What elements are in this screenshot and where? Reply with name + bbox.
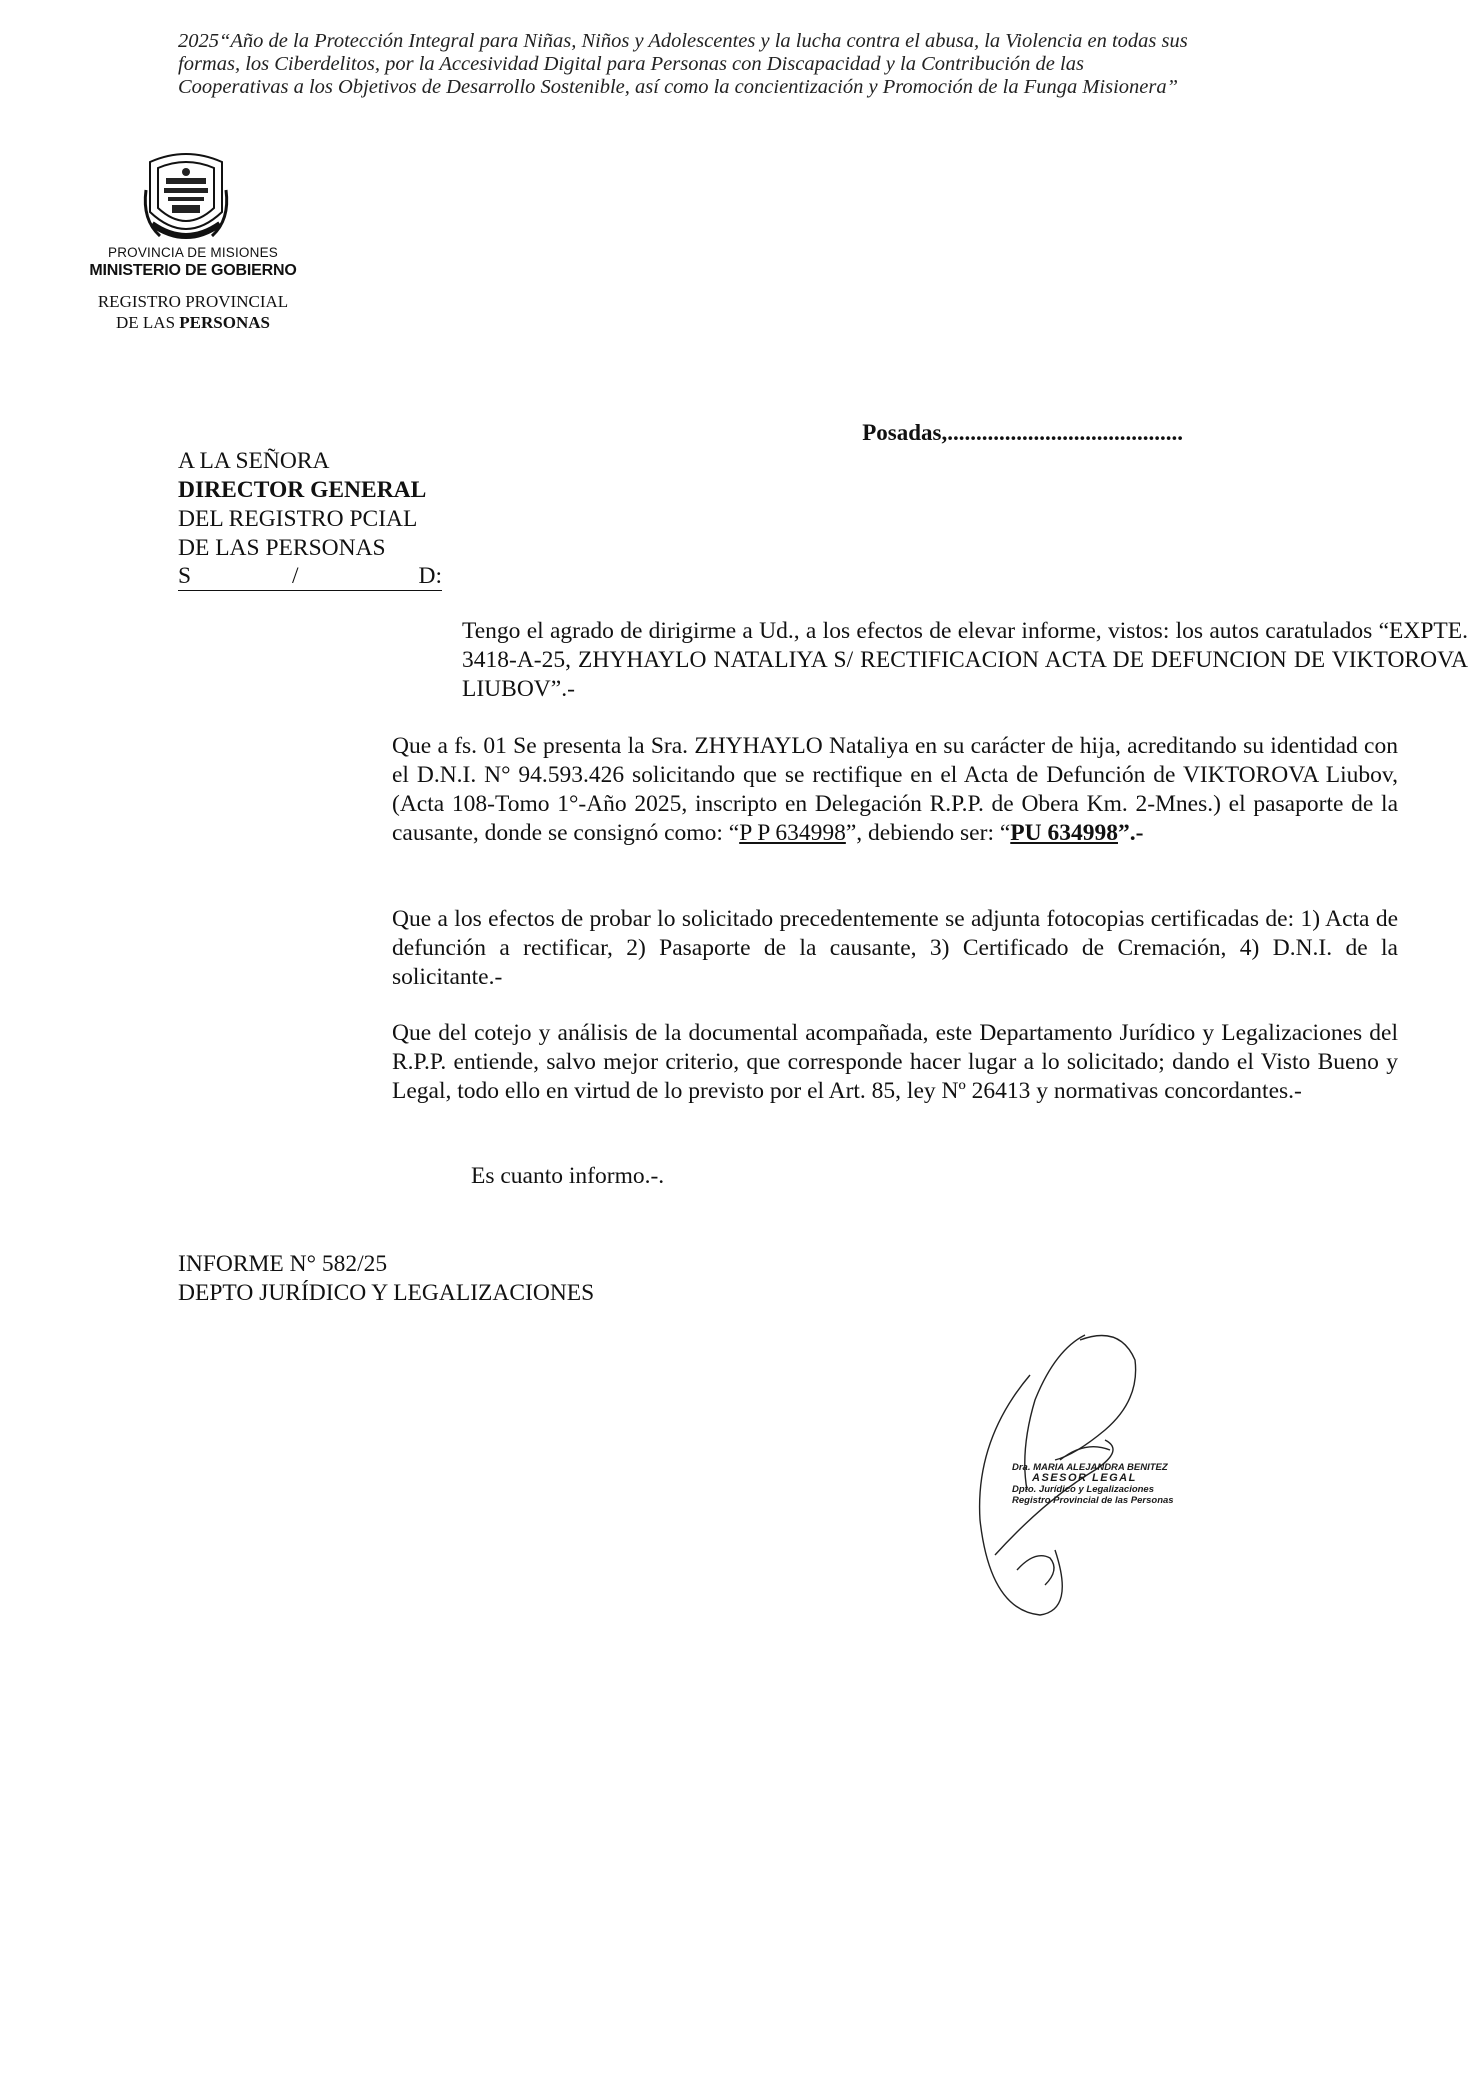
- paragraph-closing: Es cuanto informo.-.: [471, 1163, 665, 1189]
- recipient-line: DEL REGISTRO PCIAL: [178, 506, 418, 532]
- paragraph-request: Que a fs. 01 Se presenta la Sra. ZHYHAYLO Nataliya en su carácter de hija, acreditando su identidad con el D.N.I. N° 94.593.426 solicitando que se rectifique en el Acta de Defunción de VIKTOROVA Liubov, (Acta 108-Tomo 1°-Año 2025, inscripto en Delegación R.P.P. de Obera Km. 2-Mnes.) el pasaporte de la causante, donde se consignó como: “P P 634998”, debiendo ser: “PU 634998”.-: [392, 733, 1398, 846]
- report-number: INFORME N° 582/25: [178, 1251, 388, 1277]
- registry-name-line1: REGISTRO PROVINCIAL: [97, 292, 289, 311]
- recipient-line: A LA SEÑORA: [178, 448, 330, 474]
- report-reference: [178, 1250, 594, 1308]
- recipient-line: DE LAS PERSONAS: [178, 535, 386, 561]
- correct-passport-number: PU 634998: [1010, 820, 1118, 846]
- province-crest-logo: [142, 150, 230, 250]
- ministry-name: MINISTERIO DE GOBIERNO: [89, 262, 297, 279]
- wrong-passport-number: P P 634998: [739, 820, 846, 846]
- paragraph-intro: Tengo el agrado de dirigirme a Ud., a los efectos de elevar informe, vistos: los autos caratulados “EXPTE. 3418-A-25, ZHYHAYLO NATALIYA S/ RECTIFICACION ACTA DE DEFUNCION DE VIKTOROVA LIUBOV”.-: [462, 618, 1468, 702]
- paragraph-attachments: Que a los efectos de probar lo solicitado precedentemente se adjunta fotocopias certificadas de: 1) Acta de defunción a rectificar, 2) Pasaporte de la causante, 3) Certificado de Cremación, 4) D.N.I. de la solicitante.-: [392, 906, 1398, 990]
- recipient-title: DIRECTOR GENERAL: [178, 477, 427, 503]
- sd-line: S / D:: [178, 563, 442, 589]
- legal-advisor-stamp: Dra. MARIA ALEJANDRA BENITEZ ASESOR LEGAL Dpto. Jurídico y Legalizaciones Registro Provincial de las Personas: [1012, 1462, 1174, 1506]
- paragraph-opinion: Que del cotejo y análisis de la documental acompañada, este Departamento Jurídico y Legalizaciones del R.P.P. entiende, salvo mejor criterio, que corresponde hacer lugar a lo solicitado; dando el Visto Bueno y Legal, todo ello en virtud de lo previsto por el Art. 85, ley Nº 26413 y normativas concordantes.-: [392, 1020, 1398, 1104]
- place-date-line: Posadas,.........................................: [862, 420, 1183, 445]
- recipient-address: [178, 447, 442, 599]
- province-name: PROVINCIA DE MISIONES: [108, 245, 278, 260]
- report-department: DEPTO JURÍDICO Y LEGALIZACIONES: [178, 1280, 595, 1306]
- year-motto-header: 2025“Año de la Protección Integral para Niñas, Niños y Adolescentes y la lucha contra el abusa, la Violencia en todas sus formas, los Ciberdelitos, por la Accesividad Digital para Personas con Discapacidad y la Contribución de las Cooperativas a los Objetivos de Desarrollo Sostenible, así como la concientización y Promoción de la Funga Misionera”: [178, 30, 1188, 98]
- registry-name-line2: DE LAS PERSONAS: [116, 313, 270, 332]
